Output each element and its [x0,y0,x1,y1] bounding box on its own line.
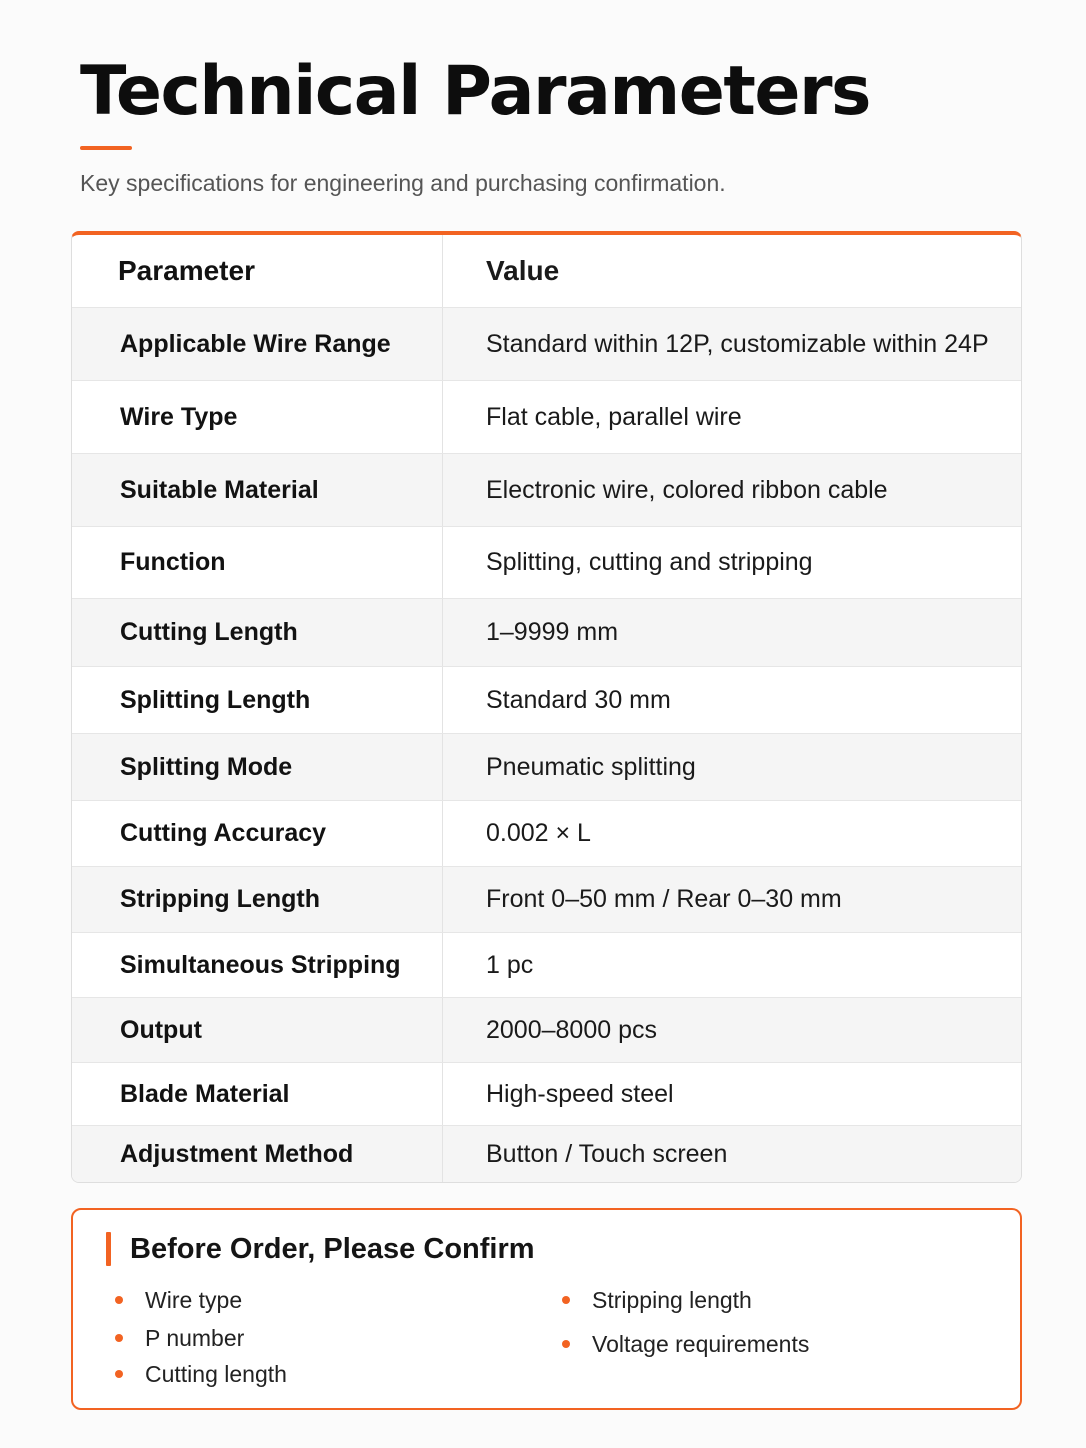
header-value: Value [486,255,560,286]
row-parameter: Wire Type [72,381,443,453]
bullet-dot-icon [115,1334,123,1342]
row-value: 1–9999 mm [486,618,619,646]
row-parameter: Simultaneous Stripping [72,933,443,997]
confirm-box [71,1208,1022,1410]
row-parameter: Splitting Length [72,667,443,733]
list-item [115,1359,287,1389]
row-value: Electronic wire, colored ribbon cable [486,475,888,504]
table-header-row [72,235,1021,308]
parameters-table [71,231,1022,1183]
row-parameter: Suitable Material [72,454,443,526]
row-parameter: Applicable Wire Range [72,308,443,380]
list-item [562,1285,752,1315]
row-parameter: Stripping Length [72,867,443,932]
row-value: Front 0–50 mm / Rear 0–30 mm [486,885,842,913]
table-row [72,998,1021,1063]
table-row [72,381,1021,454]
table-row [72,933,1021,998]
title-accent-bar [80,146,132,150]
row-value: Standard within 12P, customizable within 24P [486,329,989,358]
list-item-label: Stripping length [592,1287,752,1313]
list-item [562,1329,809,1359]
table-row [72,527,1021,599]
table-row [72,1063,1021,1126]
table-row [72,867,1021,933]
row-parameter: Cutting Accuracy [72,801,443,866]
row-value: High-speed steel [486,1079,674,1108]
bullet-dot-icon [562,1296,570,1304]
table-row [72,599,1021,667]
header-parameter: Parameter [72,235,443,307]
list-item-label: Voltage requirements [592,1331,810,1357]
table-row [72,308,1021,381]
row-value: Flat cable, parallel wire [486,402,742,431]
table-row [72,801,1021,867]
row-value: Pneumatic splitting [486,752,696,781]
row-value: 2000–8000 pcs [486,1015,657,1044]
list-item-label: Wire type [145,1287,243,1313]
confirm-title: Before Order, Please Confirm [130,1233,535,1265]
table-row [72,667,1021,734]
bullet-dot-icon [562,1340,570,1348]
row-parameter: Output [72,998,443,1062]
table-row [72,454,1021,527]
row-parameter: Cutting Length [72,599,443,666]
list-item-label: P number [145,1325,245,1351]
row-value: Standard 30 mm [486,685,671,714]
row-value: Button / Touch screen [486,1140,728,1168]
list-item [115,1285,242,1315]
row-value: 0.002 × L [486,819,591,847]
page-subtitle: Key specifications for engineering and purchasing confirmation. [80,170,726,196]
table-row [72,1126,1021,1183]
bullet-dot-icon [115,1296,123,1304]
table-row [72,734,1021,801]
confirm-accent-bar [106,1232,111,1266]
row-parameter: Blade Material [72,1063,443,1125]
row-parameter: Splitting Mode [72,734,443,800]
bullet-dot-icon [115,1370,123,1378]
row-parameter: Adjustment Method [72,1126,443,1183]
list-item-label: Cutting length [145,1361,287,1387]
row-value: Splitting, cutting and stripping [486,548,813,576]
row-value: 1 pc [486,950,534,979]
list-item [115,1323,244,1353]
page-title: Technical Parameters [80,52,871,131]
row-parameter: Function [72,527,443,598]
